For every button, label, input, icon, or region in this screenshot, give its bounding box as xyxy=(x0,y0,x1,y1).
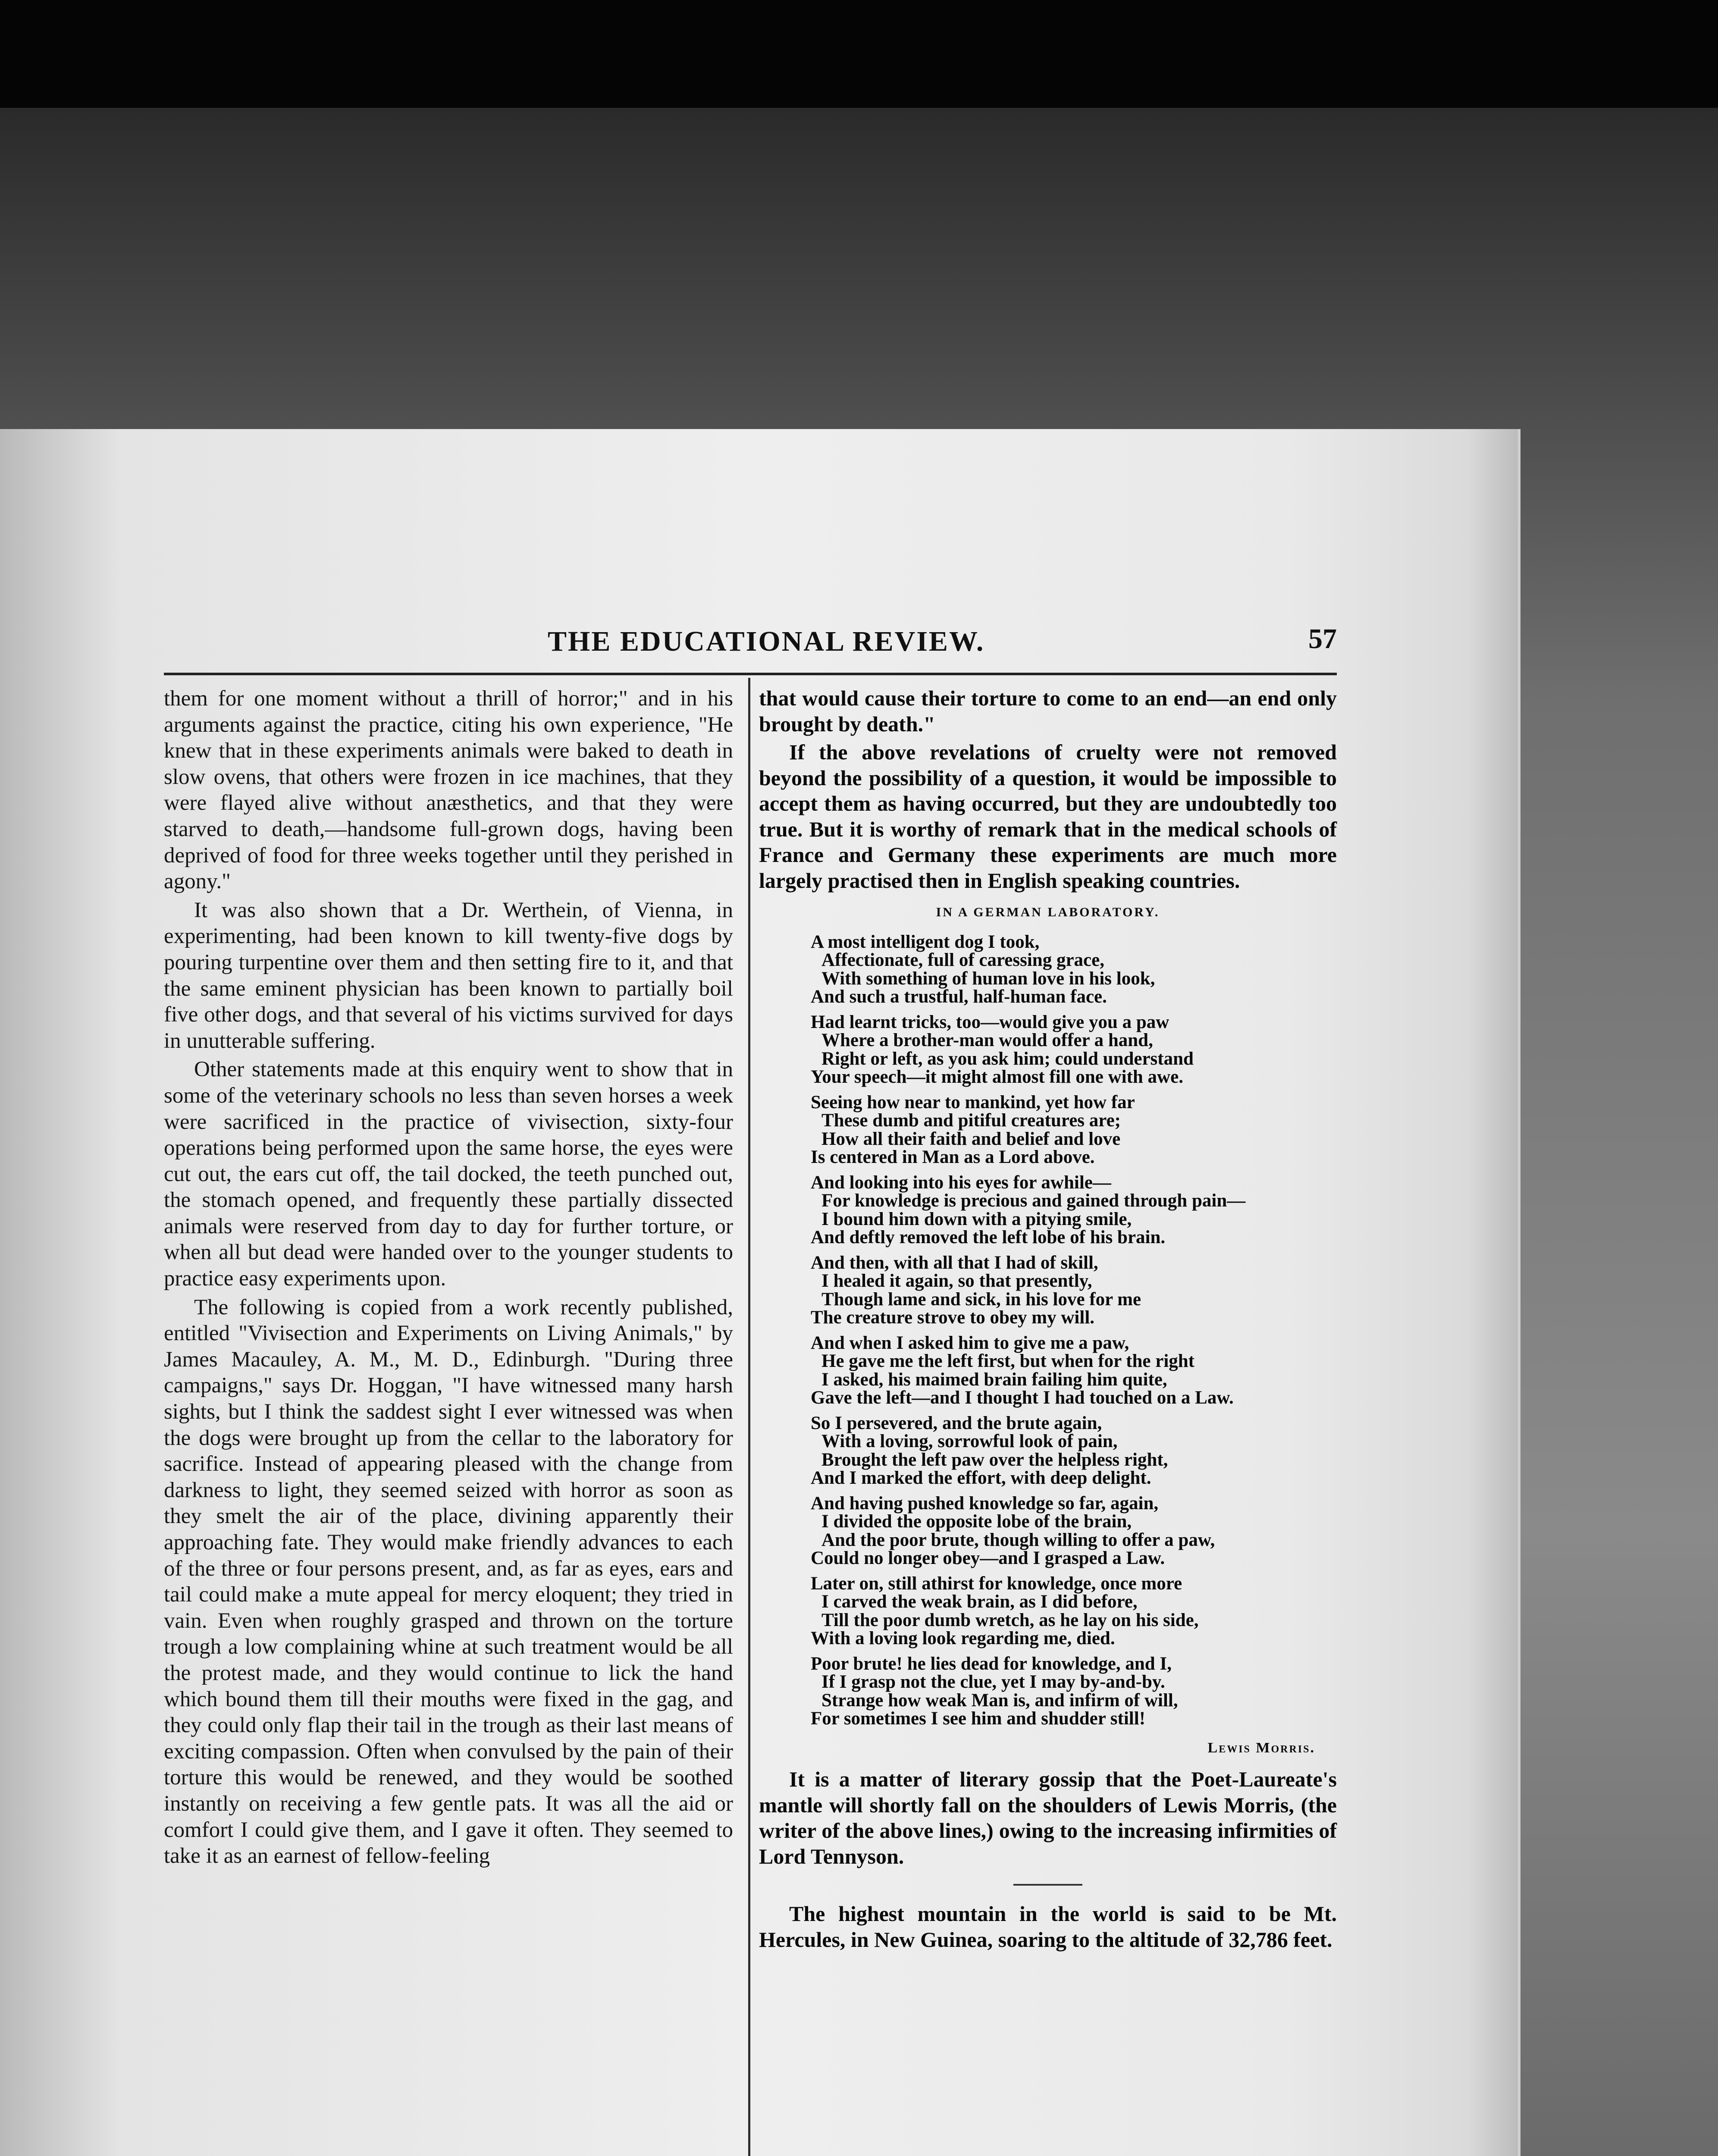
poem-line: Strange how weak Man is, and infirm of will, xyxy=(821,1690,1178,1711)
poem-line: Brought the left paw over the helpless right, xyxy=(821,1449,1168,1470)
poem-line: For knowledge is precious and gained through pain— xyxy=(821,1191,1246,1211)
poem-line: I bound him down with a pitying smile, xyxy=(821,1209,1132,1229)
poem-signature: Lewis Morris. xyxy=(1207,1739,1315,1756)
poem-stanza xyxy=(811,1334,1337,1407)
poem-line: Poor brute! he lies dead for knowledge, and I, xyxy=(811,1653,1172,1674)
poem-line: If I grasp not the clue, yet I may by-and-by. xyxy=(821,1672,1165,1692)
poem-line: I divided the opposite lobe of the brain, xyxy=(821,1511,1132,1532)
poem-line: Seeing how near to mankind, yet how far xyxy=(811,1092,1135,1112)
poem-line: I healed it again, so that presently, xyxy=(821,1271,1092,1291)
right-column xyxy=(759,686,1337,1952)
paragraph: The highest mountain in the world is said to be Mt. Hercules, in New Guinea, soaring to the altitude of 32,786 feet. xyxy=(759,1902,1337,1952)
poem-line: The creature strove to obey my will. xyxy=(811,1307,1095,1328)
paragraph: them for one moment without a thrill of horror;" and in his arguments against the practice, citing his own experience, "He knew that in these experiments animals were baked to death in slow ovens, that others were frozen in ice machines, that they were flayed alive without anæsthetics, and that they were starved to death,—handsome full-grown dogs, having been deprived of food for three weeks together until they perished in agony." xyxy=(164,686,733,894)
section-divider xyxy=(1013,1884,1082,1886)
poem-line: With something of human love in his look, xyxy=(821,968,1155,989)
header-rule xyxy=(164,673,1337,675)
column-divider xyxy=(748,678,750,2156)
poem-line: How all their faith and belief and love xyxy=(821,1128,1121,1149)
poem-line: And when I asked him to give me a paw, xyxy=(811,1332,1129,1353)
poem-line: These dumb and pitiful creatures are; xyxy=(821,1110,1121,1131)
poem-line: Gave the left—and I thought I had touched on a Law. xyxy=(811,1388,1234,1408)
paragraph: It was also shown that a Dr. Werthein, of Vienna, in experimenting, had been known to kill twenty-five dogs by pouring turpentine over them and then setting fire to it, and that the same eminent physician has been known to partially boil five other dogs, and that several of his victims survived for days in unutterable suffering. xyxy=(164,898,733,1053)
paragraph: If the above revelations of cruelty were not removed beyond the possibility of a question, it would be impossible to accept them as having occurred, but they are undoubtedly too true. But it is worthy of remark that in the medical schools of France and Germany these experiments are much more largely practised then in English speaking countries. xyxy=(759,740,1337,893)
poem-line: Where a brother-man would offer a hand, xyxy=(821,1030,1153,1050)
poem-stanza xyxy=(811,933,1337,1006)
page-number: 57 xyxy=(1308,623,1337,655)
poem-line: Though lame and sick, in his love for me xyxy=(821,1289,1141,1310)
paragraph: It is a matter of literary gossip that the Poet-Laureate's mantle will shortly fall on the shoulders of Lewis Morris, (the writer of the above lines,) owing to the increasing infirmities of Lord Tennyson. xyxy=(759,1767,1337,1868)
poem-stanza xyxy=(811,1094,1337,1167)
poem-title: IN A GERMAN LABORATORY. xyxy=(936,905,1160,919)
poem-line: And deftly removed the left lobe of his brain. xyxy=(811,1227,1166,1247)
poem-line: And then, with all that I had of skill, xyxy=(811,1252,1098,1273)
poem-line: And the poor brute, though willing to offer a paw, xyxy=(821,1529,1215,1550)
poem-stanza xyxy=(811,1254,1337,1327)
poem-line: For sometimes I see him and shudder still! xyxy=(811,1708,1146,1729)
poem-line: Your speech—it might almost fill one with awe. xyxy=(811,1067,1183,1087)
poem-line: He gave me the left first, but when for the right xyxy=(821,1351,1194,1371)
poem-line: I carved the weak brain, as I did before, xyxy=(821,1592,1138,1612)
poem-line: Is centered in Man as a Lord above. xyxy=(811,1147,1095,1167)
poem-stanza xyxy=(811,1013,1337,1087)
poem-stanza xyxy=(811,1575,1337,1648)
poem-line: With a loving, sorrowful look of pain, xyxy=(821,1431,1118,1451)
poem-stanza xyxy=(811,1655,1337,1728)
poem-line: So I persevered, and the brute again, xyxy=(811,1413,1102,1433)
paragraph: Other statements made at this enquiry went to show that in some of the veterinary schools no less than seven horses a week were sacrificed in the practice of vivisection, sixty-four operations being performed upon the same horse, the eyes were cut out, the ears cut off, the tail docked, the teeth punched out, the stomach opened, and frequently these partially dissected animals were reserved from day to day for further torture, or when all but dead were handed over to the younger students to practice easy experiments upon. xyxy=(164,1057,733,1291)
poem-line: Had learnt tricks, too—would give you a paw xyxy=(811,1012,1169,1032)
paragraph: The following is copied from a work recently published, entitled "Vivisection and Experiments on Living Animals," by James Macauley, A. M., M. D., Edinburgh. "During three campaigns," says Dr. Hoggan, "I have witnessed many harsh sights, but I think the saddest sight I ever witnessed was when the dogs were brought up from the cellar to the laboratory for sacrifice. Instead of appearing pleased with the change from darkness to light, they seemed seized with horror as soon as they smelt the air of the place, divining apparently their approaching fate. They would make friendly advances to each of the three or four persons present, and, as far as eyes, ears and tail could make a mute appeal for mercy eloquent; they tried in vain. Even when roughly grasped and thrown on the torture trough a low complaining whine at such treatment would be all the protest made, and they would continue to lick the hand which bound them till their mouths were fixed in the gag, and they could only flap their tail in the trough as their last means of exciting compassion. Often when convulsed by the pain of their torture this would be renewed, and they would be soothed instantly on receiving a few gentle pats. It was all the aid or comfort I could give them, and I gave it often. They seemed to take it as an earnest of fellow-feeling xyxy=(164,1295,733,1868)
poem-line: And having pushed knowledge so far, again, xyxy=(811,1493,1159,1514)
running-head: THE EDUCATIONAL REVIEW. xyxy=(548,626,985,657)
poem-line: I asked, his maimed brain failing him quite, xyxy=(821,1369,1167,1390)
page-header xyxy=(164,625,1337,660)
poem-line: Later on, still athirst for knowledge, once more xyxy=(811,1573,1182,1594)
poem xyxy=(759,933,1337,1728)
poem-line: And I marked the effort, with deep delight. xyxy=(811,1468,1151,1488)
poem-line: And looking into his eyes for awhile— xyxy=(811,1172,1111,1193)
poem-line: Right or left, as you ask him; could understand xyxy=(821,1048,1194,1069)
poem-line: Could no longer obey—and I grasped a Law. xyxy=(811,1548,1165,1568)
poem-line: Till the poor dumb wretch, as he lay on his side, xyxy=(821,1610,1199,1630)
left-column xyxy=(164,686,733,1869)
poem-line: And such a trustful, half-human face. xyxy=(811,987,1107,1007)
poem-line: Affectionate, full of caressing grace, xyxy=(821,950,1104,970)
poem-line: A most intelligent dog I took, xyxy=(811,931,1040,952)
poem-stanza xyxy=(811,1414,1337,1488)
poem-stanza xyxy=(811,1495,1337,1568)
paragraph: that would cause their torture to come to an end—an end only brought by death." xyxy=(759,686,1337,736)
poem-stanza xyxy=(811,1174,1337,1247)
poem-line: With a loving look regarding me, died. xyxy=(811,1628,1115,1648)
